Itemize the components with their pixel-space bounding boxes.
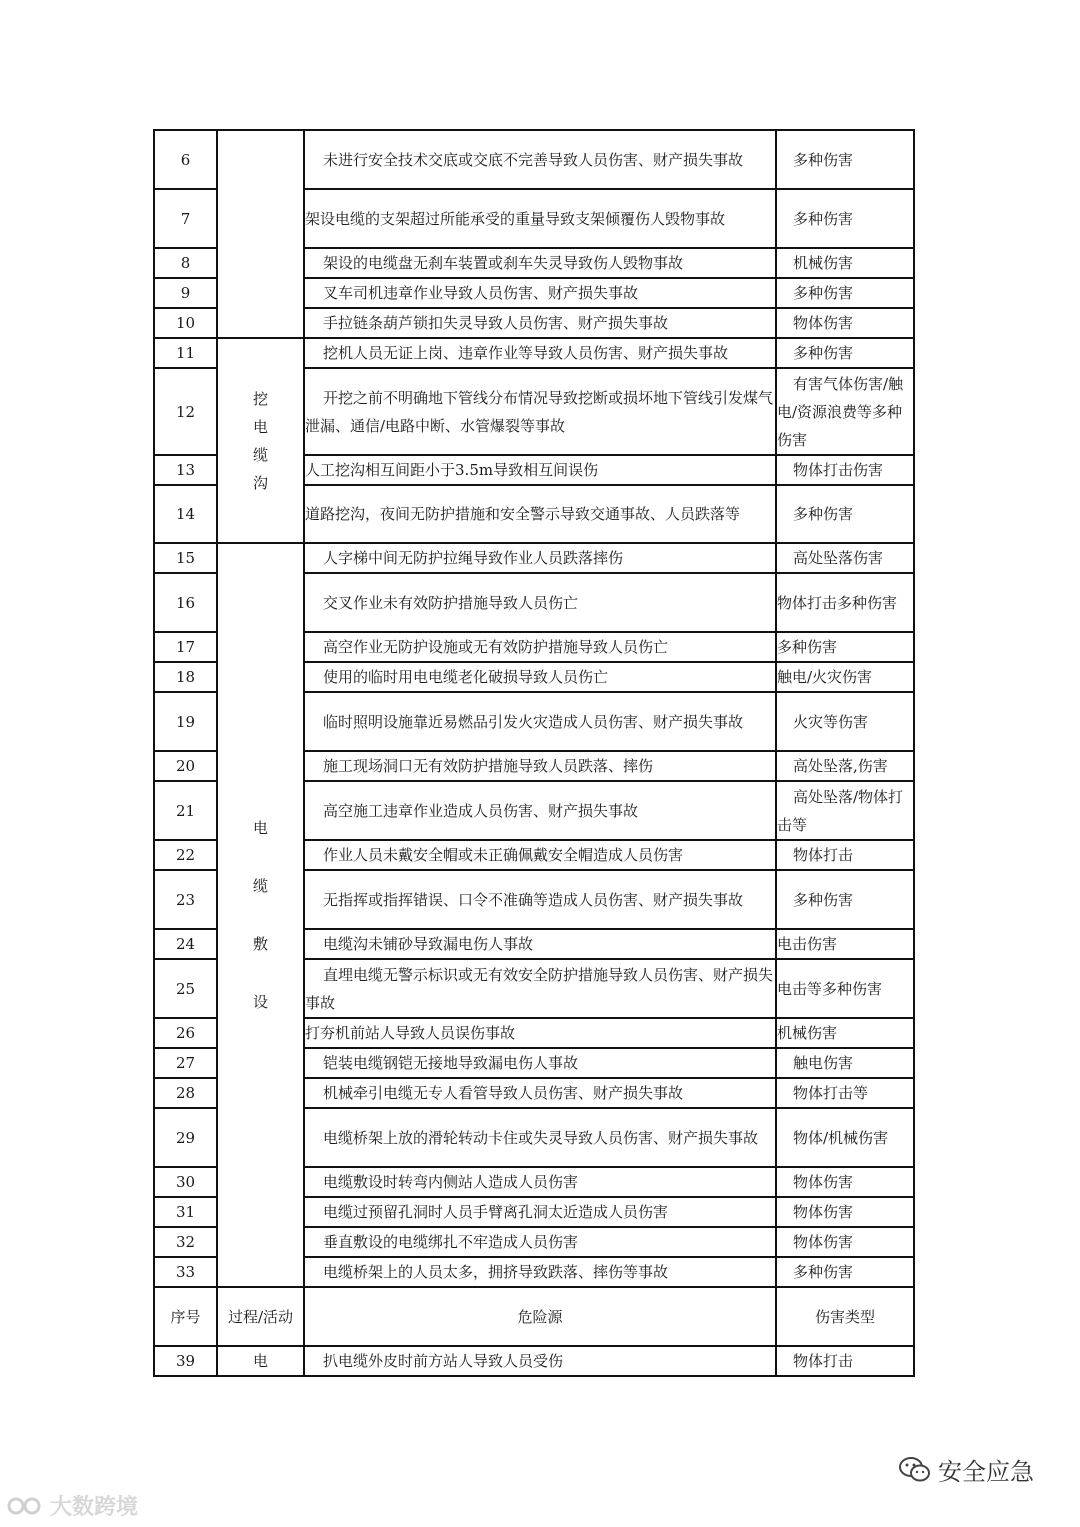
hazard-source: 电缆过预留孔洞时人员手臂离孔洞太近造成人员伤害 [304,1197,776,1227]
header-type: 伤害类型 [776,1287,914,1346]
hazard-source: 人字梯中间无防护拉绳导致作业人员跌落摔伤 [304,543,776,573]
row-number: 25 [154,959,217,1018]
process-cell-cable-laying [217,543,304,1287]
hazard-source: 挖机人员无证上岗、违章作业等导致人员伤害、财产损失事故 [304,338,776,368]
row-number: 26 [154,1018,217,1048]
injury-type: 多种伤害 [776,632,914,662]
injury-type: 多种伤害 [776,278,914,308]
row-number: 12 [154,368,217,455]
injury-type: 有害气体伤害/触电/资源浪费等多种伤害 [776,368,914,455]
watermark-right [898,1452,1034,1487]
hazard-source: 叉车司机违章作业导致人员伤害、财产损失事故 [304,278,776,308]
table-row [154,1346,914,1376]
hazard-source: 直埋电缆无警示标识或无有效安全防护措施导致人员伤害、财产损失事故 [304,959,776,1018]
row-number: 11 [154,338,217,368]
row-number: 29 [154,1108,217,1167]
logo-icon [6,1495,46,1517]
watermark-right-text: 安全应急 [938,1458,1034,1486]
process-label: 电 [217,1346,304,1376]
hazard-source: 使用的临时用电电缆老化破损导致人员伤亡 [304,662,776,692]
process-cell-dig-trench [217,338,304,543]
process-label: 挖电缆沟 [252,389,268,492]
row-number: 33 [154,1257,217,1287]
injury-type: 多种伤害 [776,485,914,543]
hazard-source: 垂直敷设的电缆绑扎不牢造成人员伤害 [304,1227,776,1257]
injury-type: 高处坠落伤害 [776,543,914,573]
row-number: 8 [154,248,217,278]
injury-type: 多种伤害 [776,130,914,189]
hazard-source: 手拉链条葫芦锁扣失灵导致人员伤害、财产损失事故 [304,308,776,338]
hazard-source: 临时照明设施靠近易燃品引发火灾造成人员伤害、财产损失事故 [304,692,776,751]
header-hazard: 危险源 [304,1287,776,1346]
hazard-source: 电缆敷设时转弯内侧站人造成人员伤害 [304,1167,776,1197]
hazard-source: 机械牵引电缆无专人看管导致人员伤害、财产损失事故 [304,1078,776,1108]
injury-type: 高处坠落,伤害 [776,751,914,781]
injury-type: 物体/机械伤害 [776,1108,914,1167]
row-number: 14 [154,485,217,543]
process-label: 电缆敷设 [252,819,268,1011]
hazard-source: 架设的电缆盘无刹车装置或刹车失灵导致伤人毁物事故 [304,248,776,278]
header-no: 序号 [154,1287,217,1346]
hazard-source: 未进行安全技术交底或交底不完善导致人员伤害、财产损失事故 [304,130,776,189]
row-number: 16 [154,573,217,632]
row-number: 19 [154,692,217,751]
injury-type: 高处坠落/物体打击等 [776,781,914,840]
injury-type: 物体打击等 [776,1078,914,1108]
row-number: 6 [154,130,217,189]
watermark-left-text: 大数跨境 [50,1495,139,1520]
table-row [154,338,914,368]
row-number: 22 [154,840,217,870]
watermark-left [6,1490,138,1521]
injury-type: 触电伤害 [776,1048,914,1078]
row-number: 28 [154,1078,217,1108]
table-header-row [154,1287,914,1346]
row-number: 20 [154,751,217,781]
injury-type: 机械伤害 [776,248,914,278]
injury-type: 物体打击 [776,840,914,870]
hazard-source: 扒电缆外皮时前方站人导致人员受伤 [304,1346,776,1376]
injury-type: 多种伤害 [776,1257,914,1287]
hazard-source: 施工现场洞口无有效防护措施导致人员跌落、摔伤 [304,751,776,781]
row-number: 30 [154,1167,217,1197]
injury-type: 多种伤害 [776,189,914,248]
injury-type: 火灾等伤害 [776,692,914,751]
hazard-source: 无指挥或指挥错误、口令不准确等造成人员伤害、财产损失事故 [304,870,776,929]
hazard-source: 交叉作业未有效防护措施导致人员伤亡 [304,573,776,632]
hazard-source: 打夯机前站人导致人员误伤事故 [304,1018,776,1048]
injury-type: 物体伤害 [776,1227,914,1257]
row-number: 18 [154,662,217,692]
row-number: 10 [154,308,217,338]
injury-type: 物体打击 [776,1346,914,1376]
row-number: 13 [154,455,217,485]
injury-type: 多种伤害 [776,338,914,368]
hazard-source: 道路挖沟，夜间无防护措施和安全警示导致交通事故、人员跌落等 [304,485,776,543]
injury-type: 物体打击多种伤害 [776,573,914,632]
hazard-source: 电缆桥架上的人员太多，拥挤导致跌落、摔伤等事故 [304,1257,776,1287]
injury-type: 物体打击伤害 [776,455,914,485]
hazard-source: 电缆沟未铺砂导致漏电伤人事故 [304,929,776,959]
row-number: 15 [154,543,217,573]
row-number: 23 [154,870,217,929]
wechat-icon [898,1455,932,1485]
injury-type: 电击伤害 [776,929,914,959]
injury-type: 物体伤害 [776,1197,914,1227]
row-number: 9 [154,278,217,308]
hazard-source: 开挖之前不明确地下管线分布情况导致挖断或损坏地下管线引发煤气泄漏、通信/电路中断、水管爆裂等事故 [304,368,776,455]
hazard-source: 电缆桥架上放的滑轮转动卡住或失灵导致人员伤害、财产损失事故 [304,1108,776,1167]
process-cell-empty [217,130,304,338]
injury-type: 机械伤害 [776,1018,914,1048]
injury-type: 多种伤害 [776,870,914,929]
row-number: 17 [154,632,217,662]
injury-type: 物体伤害 [776,1167,914,1197]
row-number: 21 [154,781,217,840]
table-row [154,543,914,573]
row-number: 32 [154,1227,217,1257]
row-number: 39 [154,1346,217,1376]
row-number: 7 [154,189,217,248]
hazard-source: 人工挖沟相互间距小于3.5m导致相互间误伤 [304,455,776,485]
hazard-source: 架设电缆的支架超过所能承受的重量导致支架倾覆伤人毁物事故 [304,189,776,248]
hazard-table [153,129,915,1377]
row-number: 31 [154,1197,217,1227]
injury-type: 触电/火灾伤害 [776,662,914,692]
hazard-source: 高空作业无防护设施或无有效防护措施导致人员伤亡 [304,632,776,662]
hazard-source: 铠装电缆钢铠无接地导致漏电伤人事故 [304,1048,776,1078]
injury-type: 物体伤害 [776,308,914,338]
header-process: 过程/活动 [217,1287,304,1346]
table-row [154,130,914,189]
injury-type: 电击等多种伤害 [776,959,914,1018]
row-number: 24 [154,929,217,959]
hazard-source: 作业人员未戴安全帽或未正确佩戴安全帽造成人员伤害 [304,840,776,870]
row-number: 27 [154,1048,217,1078]
hazard-source: 高空施工违章作业造成人员伤害、财产损失事故 [304,781,776,840]
